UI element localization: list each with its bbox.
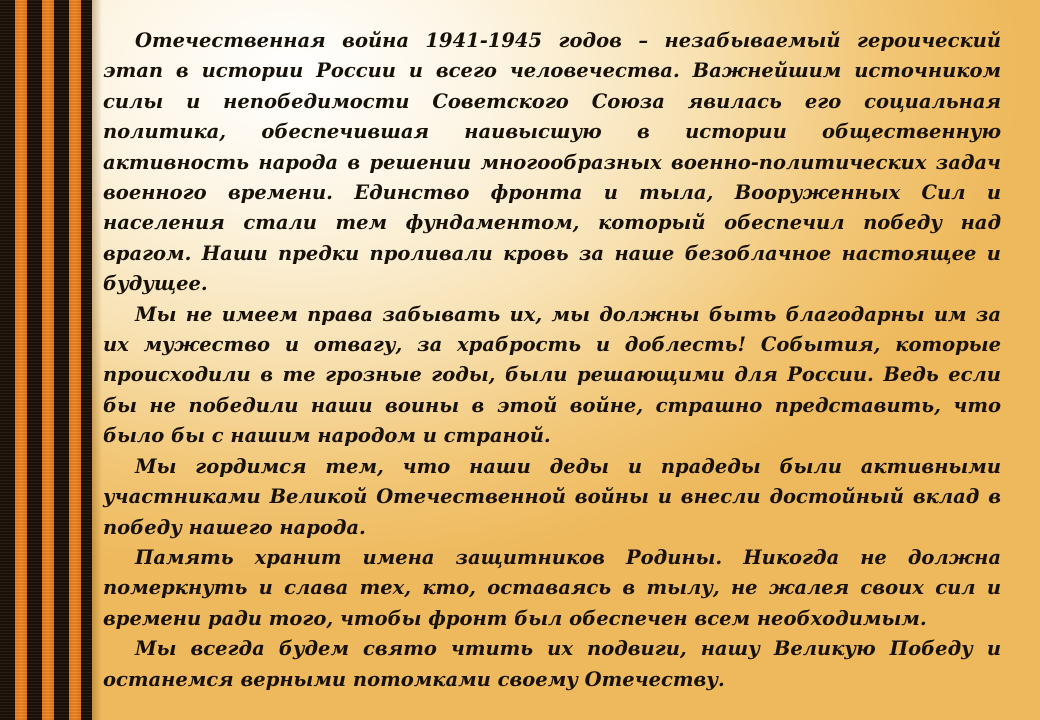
paragraph-2: Мы не имеем права забывать их, мы должны быть благодарны им за их мужество и отвагу, за храбрость и доблесть! События, которые происходили в те грозные годы, были решающими для России. Ведь если бы не победили наши воины в этой войне, страшно представить, что было бы с нашим народом и страной. xyxy=(103,302,1001,448)
ribbon-texture xyxy=(0,0,92,720)
paragraph-4: Память хранит имена защитников Родины. Никогда не должна померкнуть и слава тех, кто, оставаясь в тылу, не жалея своих сил и времени ради того, чтобы фронт был обеспечен всем необходимым. xyxy=(103,545,1001,630)
paragraph-1: Отечественная война 1941-1945 годов – незабываемый героический этап в истории России и всего человечества. Важнейшим источником силы и непобедимости Советского Союза явилась его социальная политика, обеспечившая наивысшую в истории общественную активность народа в решении многообразных военно-политических задач военного времени. Единство фронта и тыла, Вооруженных Сил и населения стали тем фундаментом, который обеспечил победу над врагом. Наши предки проливали кровь за наше безоблачное настоящее и будущее. xyxy=(103,29,1001,296)
paragraph-3: Мы гордимся тем, что наши деды и прадеды были активными участниками Великой Отечественной войны и внесли достойный вклад в победу нашего народа. xyxy=(103,454,1001,539)
st-george-ribbon xyxy=(0,0,92,720)
ribbon-shadow xyxy=(92,0,102,720)
article-text xyxy=(103,26,1001,695)
paragraph-5: Мы всегда будем свято чтить их подвиги, нашу Великую Победу и останемся верными потомками своему Отечеству. xyxy=(103,637,1001,691)
